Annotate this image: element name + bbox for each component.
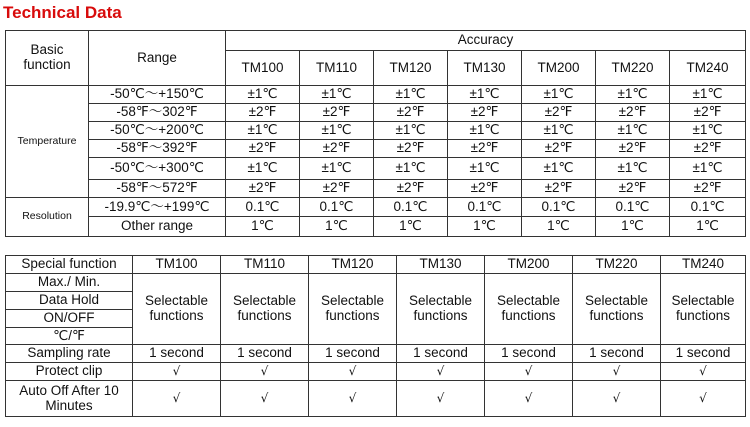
range-cell: -50℃～+150℃ bbox=[89, 86, 226, 104]
table-row bbox=[6, 104, 746, 122]
selectable-functions-cell: Selectable functions bbox=[221, 274, 309, 345]
accuracy-cell: ±1℃ bbox=[448, 158, 522, 180]
check-mark: √ bbox=[573, 381, 661, 417]
accuracy-cell: ±1℃ bbox=[448, 86, 522, 104]
sampling-rate-cell: 1 second bbox=[661, 345, 746, 363]
accuracy-cell: ±1℃ bbox=[374, 158, 448, 180]
model-header: TM110 bbox=[300, 51, 374, 86]
table-row bbox=[6, 381, 746, 417]
accuracy-cell: ±1℃ bbox=[596, 86, 670, 104]
sampling-rate-cell: 1 second bbox=[221, 345, 309, 363]
accuracy-cell: ±2℉ bbox=[522, 140, 596, 158]
model-header: TM240 bbox=[661, 256, 746, 274]
accuracy-cell: ±2℉ bbox=[670, 104, 746, 122]
accuracy-cell: 1℃ bbox=[448, 217, 522, 237]
accuracy-cell: ±1℃ bbox=[300, 158, 374, 180]
accuracy-cell: ±1℃ bbox=[226, 122, 300, 140]
accuracy-cell: 0.1℃ bbox=[522, 198, 596, 217]
selectable-functions-cell: Selectable functions bbox=[485, 274, 573, 345]
model-header: TM110 bbox=[221, 256, 309, 274]
range-header: Range bbox=[89, 31, 226, 86]
range-cell: Other range bbox=[89, 217, 226, 237]
accuracy-cell: 0.1℃ bbox=[670, 198, 746, 217]
protect-clip-label: Protect clip bbox=[6, 363, 133, 381]
check-mark: √ bbox=[485, 381, 573, 417]
accuracy-cell: ±1℃ bbox=[522, 122, 596, 140]
table-row bbox=[6, 345, 746, 363]
model-header: TM240 bbox=[670, 51, 746, 86]
special-function-header: Special function bbox=[6, 256, 133, 274]
accuracy-cell: ±2℉ bbox=[448, 104, 522, 122]
function-label: ℃/℉ bbox=[6, 328, 133, 345]
range-cell: -19.9℃～+199℃ bbox=[89, 198, 226, 217]
selectable-functions-cell: Selectable functions bbox=[133, 274, 221, 345]
check-mark: √ bbox=[133, 363, 221, 381]
check-mark: √ bbox=[573, 363, 661, 381]
table-row bbox=[6, 122, 746, 140]
accuracy-cell: 1℃ bbox=[596, 217, 670, 237]
basic-function-header: Basic function bbox=[6, 31, 89, 86]
table-row bbox=[6, 140, 746, 158]
table-row bbox=[6, 158, 746, 180]
range-cell: -50℃～+300℃ bbox=[89, 158, 226, 180]
table-row bbox=[6, 180, 746, 198]
accuracy-cell: ±1℃ bbox=[670, 158, 746, 180]
accuracy-cell: 1℃ bbox=[300, 217, 374, 237]
accuracy-cell: ±2℉ bbox=[448, 180, 522, 198]
range-cell: -58℉～302℉ bbox=[89, 104, 226, 122]
model-header: TM130 bbox=[397, 256, 485, 274]
accuracy-cell: ±2℉ bbox=[226, 104, 300, 122]
accuracy-cell: ±1℃ bbox=[596, 122, 670, 140]
accuracy-cell: 1℃ bbox=[670, 217, 746, 237]
special-function-table bbox=[5, 255, 746, 417]
accuracy-cell: ±1℃ bbox=[374, 86, 448, 104]
accuracy-cell: ±2℉ bbox=[596, 104, 670, 122]
model-header: TM200 bbox=[522, 51, 596, 86]
page-title: Technical Data bbox=[3, 3, 122, 22]
accuracy-cell: ±2℉ bbox=[226, 140, 300, 158]
sampling-rate-cell: 1 second bbox=[133, 345, 221, 363]
accuracy-cell: ±1℃ bbox=[448, 122, 522, 140]
accuracy-cell: ±2℉ bbox=[448, 140, 522, 158]
accuracy-cell: 0.1℃ bbox=[596, 198, 670, 217]
accuracy-cell: ±2℉ bbox=[300, 104, 374, 122]
accuracy-cell: 0.1℃ bbox=[226, 198, 300, 217]
check-mark: √ bbox=[221, 381, 309, 417]
sampling-rate-cell: 1 second bbox=[573, 345, 661, 363]
accuracy-cell: 0.1℃ bbox=[300, 198, 374, 217]
resolution-label: Resolution bbox=[6, 198, 89, 237]
accuracy-cell: ±2℉ bbox=[374, 104, 448, 122]
model-header: TM120 bbox=[374, 51, 448, 86]
check-mark: √ bbox=[309, 381, 397, 417]
accuracy-cell: ±1℃ bbox=[670, 122, 746, 140]
selectable-functions-cell: Selectable functions bbox=[661, 274, 746, 345]
check-mark: √ bbox=[661, 363, 746, 381]
accuracy-cell: ±2℉ bbox=[374, 140, 448, 158]
sampling-rate-cell: 1 second bbox=[309, 345, 397, 363]
check-mark: √ bbox=[133, 381, 221, 417]
temperature-label: Temperature bbox=[6, 86, 89, 198]
check-mark: √ bbox=[397, 363, 485, 381]
range-cell: -58℉～392℉ bbox=[89, 140, 226, 158]
accuracy-cell: ±1℃ bbox=[522, 158, 596, 180]
accuracy-cell: ±2℉ bbox=[226, 180, 300, 198]
accuracy-cell: ±2℉ bbox=[300, 140, 374, 158]
check-mark: √ bbox=[485, 363, 573, 381]
table-row bbox=[6, 217, 746, 237]
model-header: TM130 bbox=[448, 51, 522, 86]
range-cell: -50℃～+200℃ bbox=[89, 122, 226, 140]
accuracy-table bbox=[5, 30, 746, 237]
accuracy-cell: ±1℃ bbox=[300, 86, 374, 104]
accuracy-header: Accuracy bbox=[226, 31, 746, 51]
model-header: TM220 bbox=[596, 51, 670, 86]
function-label: Data Hold bbox=[6, 292, 133, 310]
sampling-rate-cell: 1 second bbox=[485, 345, 573, 363]
accuracy-cell: ±1℃ bbox=[300, 122, 374, 140]
accuracy-cell: ±2℉ bbox=[374, 180, 448, 198]
accuracy-cell: 0.1℃ bbox=[448, 198, 522, 217]
model-header: TM100 bbox=[133, 256, 221, 274]
model-header: TM120 bbox=[309, 256, 397, 274]
accuracy-cell: ±1℃ bbox=[522, 86, 596, 104]
check-mark: √ bbox=[661, 381, 746, 417]
selectable-functions-cell: Selectable functions bbox=[309, 274, 397, 345]
selectable-functions-cell: Selectable functions bbox=[573, 274, 661, 345]
table-row bbox=[6, 198, 746, 217]
accuracy-cell: ±2℉ bbox=[596, 180, 670, 198]
accuracy-cell: ±1℃ bbox=[226, 158, 300, 180]
accuracy-cell: ±2℉ bbox=[670, 140, 746, 158]
accuracy-cell: ±2℉ bbox=[522, 180, 596, 198]
accuracy-cell: 1℃ bbox=[522, 217, 596, 237]
table-row bbox=[6, 256, 746, 274]
check-mark: √ bbox=[309, 363, 397, 381]
sampling-rate-cell: 1 second bbox=[397, 345, 485, 363]
range-cell: -58℉～572℉ bbox=[89, 180, 226, 198]
table-row bbox=[6, 363, 746, 381]
accuracy-cell: ±1℃ bbox=[670, 86, 746, 104]
accuracy-cell: 1℃ bbox=[374, 217, 448, 237]
check-mark: √ bbox=[221, 363, 309, 381]
table-row bbox=[6, 86, 746, 104]
accuracy-cell: ±2℉ bbox=[670, 180, 746, 198]
model-header: TM220 bbox=[573, 256, 661, 274]
sampling-rate-label: Sampling rate bbox=[6, 345, 133, 363]
selectable-functions-cell: Selectable functions bbox=[397, 274, 485, 345]
model-header: TM100 bbox=[226, 51, 300, 86]
accuracy-cell: ±1℃ bbox=[596, 158, 670, 180]
function-label: ON/OFF bbox=[6, 310, 133, 328]
auto-off-label: Auto Off After 10 Minutes bbox=[6, 381, 133, 417]
accuracy-cell: ±2℉ bbox=[300, 180, 374, 198]
check-mark: √ bbox=[397, 381, 485, 417]
accuracy-cell: 0.1℃ bbox=[374, 198, 448, 217]
accuracy-cell: 1℃ bbox=[226, 217, 300, 237]
accuracy-cell: ±1℃ bbox=[226, 86, 300, 104]
function-label: Max./ Min. bbox=[6, 274, 133, 292]
accuracy-cell: ±2℉ bbox=[522, 104, 596, 122]
model-header: TM200 bbox=[485, 256, 573, 274]
accuracy-cell: ±2℉ bbox=[596, 140, 670, 158]
accuracy-cell: ±1℃ bbox=[374, 122, 448, 140]
table-row bbox=[6, 274, 746, 292]
